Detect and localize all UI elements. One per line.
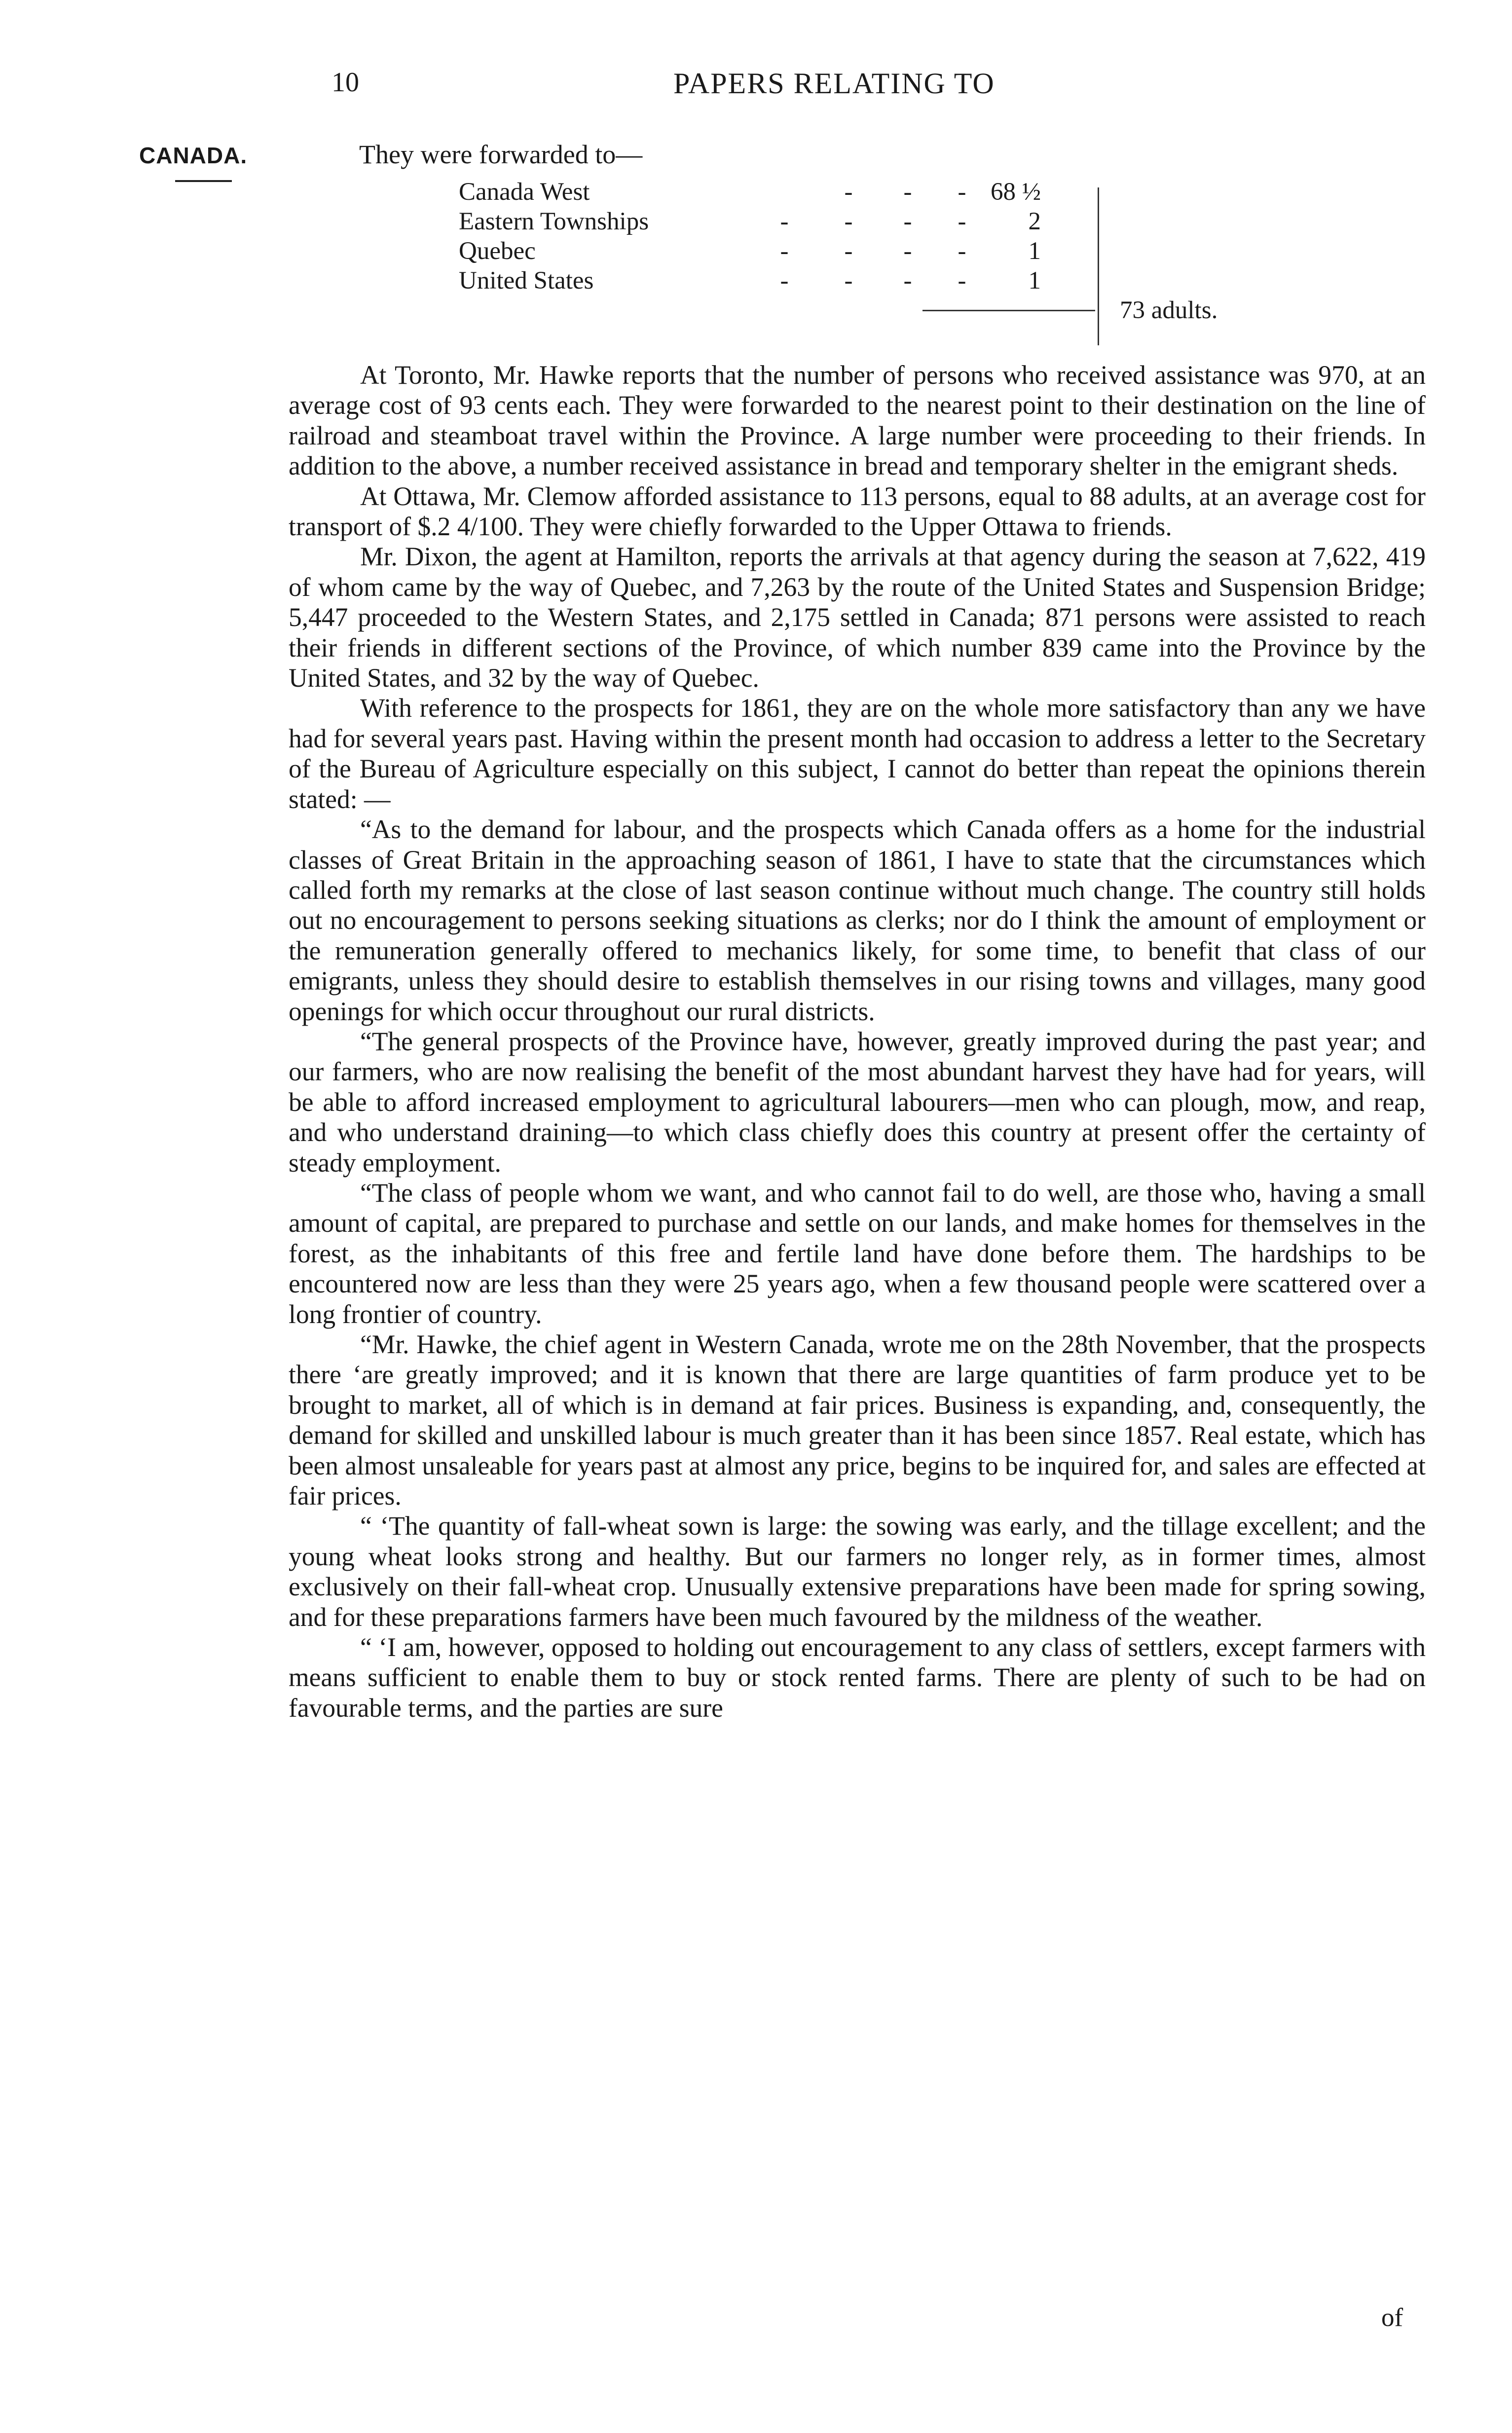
destination-name: Quebec <box>459 237 536 265</box>
table-sum-rule <box>922 310 1095 311</box>
destination-count: 1 <box>1028 237 1041 265</box>
side-label: CANADA. <box>139 143 248 168</box>
leader-dash: - <box>844 178 853 206</box>
paragraph: At Toronto, Mr. Hawke reports that the number of persons who received assistance was 970, at an average cost of 93 cents each. They were forwarded to the nearest point to their destination on the line of railroad and steamboat travel within the Province. A large number were proceeding to their friends. In addition to the above, a number received assistance in bread and temporary shelter in the emigrant sheds. <box>289 360 1426 481</box>
forwarded-intro: They were forwarded to— <box>359 140 643 169</box>
leader-dash: - <box>844 237 853 265</box>
leader-dash: - <box>903 267 912 295</box>
running-head: PAPERS RELATING TO <box>673 67 995 100</box>
leader-dash: - <box>903 237 912 265</box>
forwarded-row <box>459 178 1100 208</box>
catchword: of <box>1381 2303 1403 2332</box>
leader-dash: - <box>780 208 789 235</box>
forwarded-total: 73 adults. <box>1120 296 1218 324</box>
destination-name: Eastern Townships <box>459 208 649 235</box>
leader-dash: - <box>958 267 966 295</box>
paragraph: “Mr. Hawke, the chief agent in Western Canada, wrote me on the 28th November, that the prospects there ‘are greatly improved; and it is known that there are large quantities of farm produce yet to be brought to market, all of which is in demand at fair prices. Business is expanding, and, consequently, the demand for skilled and unskilled labour is much greater than it has been since 1857. Real estate, which has been almost unsaleable for years past at almost any price, begins to be inquired for, and sales are effected at fair prices. <box>289 1329 1426 1511</box>
leader-dash: - <box>844 208 853 235</box>
paragraph: With reference to the prospects for 1861, they are on the whole more satisfactory than any we have had for several years past. Having within the present month had occasion to address a letter to the Secretary of the Bureau of Agriculture especially on this subject, I cannot do better than repeat the opinions therein stated: — <box>289 693 1426 814</box>
paragraph: Mr. Dixon, the agent at Hamilton, reports the arrivals at that agency during the season at 7,622, 419 of whom came by the way of Quebec, and 7,263 by the route of the United States and Suspension Bridge; 5,447 proceeded to the Western States, and 2,175 settled in Canada; 871 persons were assisted to reach their friends in different sections of the Province, of which number 839 came into the Province by the United States, and 32 by the way of Quebec. <box>289 542 1426 693</box>
body-text <box>289 360 1426 1723</box>
leader-dash: - <box>958 178 966 206</box>
leader-dash: - <box>780 267 789 295</box>
page-number: 10 <box>332 67 359 98</box>
destination-count: 68 ½ <box>991 178 1041 206</box>
side-rule <box>175 180 232 182</box>
destination-count: 2 <box>1028 208 1041 235</box>
destination-count: 1 <box>1028 267 1041 295</box>
leader-dash: - <box>903 178 912 206</box>
paragraph: “The class of people whom we want, and who cannot fail to do well, are those who, having a small amount of capital, are prepared to purchase and settle on our lands, and make homes for themselves in the forest, as the inhabitants of this free and fertile land have done before them. The hardships to be encountered now are less than they were 25 years ago, when a few thousand people were scattered over a long frontier of country. <box>289 1178 1426 1329</box>
paragraph: “As to the demand for labour, and the prospects which Canada offers as a home for the industrial classes of Great Britain in the approaching season of 1861, I have to state that the circumstances which called forth my remarks at the close of last season continue without much change. The country still holds out no encouragement to persons seeking situations as clerks; nor do I think the amount of employment or the remuneration generally offered to mechanics likely, for some time, to benefit that class of our emigrants, unless they should desire to establish themselves in our rising towns and villages, many good openings for which occur throughout our rural districts. <box>289 814 1426 1026</box>
forwarded-row <box>459 266 1100 297</box>
leader-dash: - <box>958 208 966 235</box>
paragraph: “The general prospects of the Province have, however, greatly improved during the past year; and our farmers, who are now realising the benefit of the most abundant harvest they have had for years, will be able to afford increased employment to agricultural labourers—men who can plough, mow, and reap, and who understand draining—to which class chiefly does this country at present offer the certainty of steady employment. <box>289 1026 1426 1178</box>
leader-dash: - <box>844 267 853 295</box>
leader-dash: - <box>780 237 789 265</box>
leader-dash: - <box>903 208 912 235</box>
paragraph: At Ottawa, Mr. Clemow afforded assistance to 113 persons, equal to 88 adults, at an average cost for transport of $.2 4/100. They were chiefly forwarded to the Upper Ottawa to friends. <box>289 481 1426 542</box>
destination-name: United States <box>459 267 594 295</box>
forwarded-row <box>459 207 1100 238</box>
forwarded-row <box>459 237 1100 267</box>
table-bracket-line <box>1098 187 1099 345</box>
paragraph: “ ‘The quantity of fall-wheat sown is large: the sowing was early, and the tillage excellent; and the young wheat looks strong and healthy. But our farmers no longer rely, as in former times, almost exclusively on their fall-wheat crop. Unusually extensive preparations have been made for spring sowing, and for these preparations farmers have been much favoured by the mildness of the weather. <box>289 1511 1426 1632</box>
leader-dash: - <box>958 237 966 265</box>
destination-name: Canada West <box>459 178 590 206</box>
paragraph: “ ‘I am, however, opposed to holding out encouragement to any class of settlers, except farmers with means sufficient to enable them to buy or stock rented farms. There are plenty of such to be had on favourable terms, and the parties are sure <box>289 1632 1426 1723</box>
